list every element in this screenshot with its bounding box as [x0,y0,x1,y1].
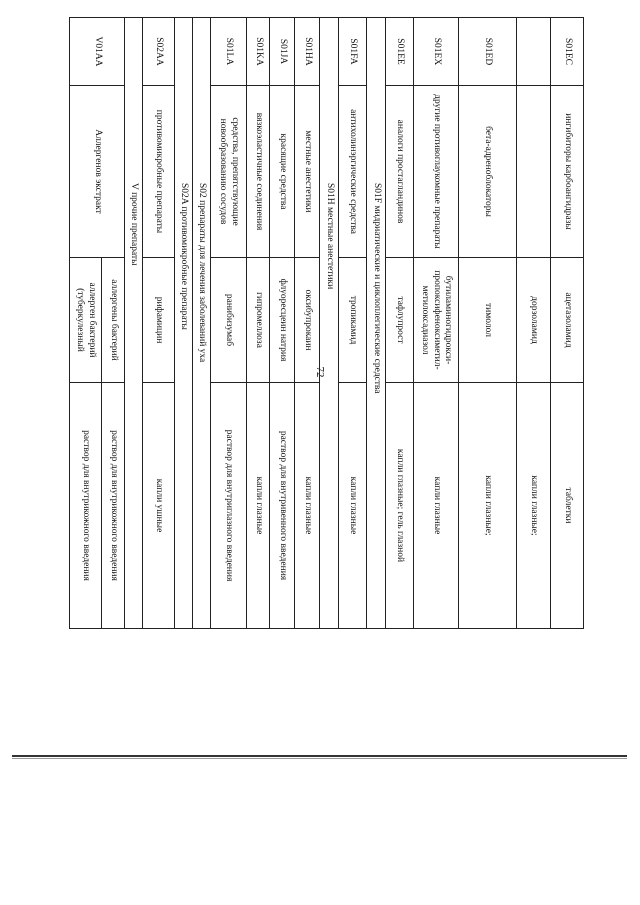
drug-group-cell: местные анестетики [295,86,320,258]
drug-group-cell: бета-адреноблокаторы [459,86,517,258]
drug-name-cell: тафлупрост [386,258,414,383]
drug-group-cell: антихолинэргические средства [339,86,367,258]
atc-code-cell: S01EC [551,18,584,86]
dosage-form-cell: капли глазные [414,383,459,629]
section-heading: V прочие препараты [125,18,143,629]
table-row [247,18,270,629]
table-row [517,18,551,629]
section-heading: S02 препараты для лечения заболеваний уха [193,18,211,629]
drug-group-cell: противомикробные препараты [143,86,175,258]
drug-name-cell: аллергены бактерий [102,258,125,383]
table-row [551,18,584,629]
drug-name-cell: ацетазоламид [551,258,584,383]
drug-group-cell: другие противоглаукомные препараты [414,86,459,258]
section-row [367,18,386,629]
drug-name-cell: дорзоламид [517,258,551,383]
atc-code-cell: S01HA [295,18,320,86]
dosage-form-cell: капли глазные; [459,383,517,629]
atc-code-cell: S01ED [459,18,517,86]
dosage-form-cell: раствор для внутрикожного введения [70,383,102,629]
drug-name-cell: аллерген бактерий (туберкулезный [70,258,102,383]
dosage-form-cell: капли ушные [143,383,175,629]
dosage-form-cell: капли глазные [339,383,367,629]
table-row [339,18,367,629]
drug-name-cell: тимолол [459,258,517,383]
section-heading: S01F мидриатические и циклоплегические средства [367,18,386,629]
table-row [102,18,125,629]
drug-name-cell: ранибизумаб [211,258,247,383]
table-row [143,18,175,629]
table-row [386,18,414,629]
atc-code-cell: S01JA [270,18,295,86]
dosage-form-cell: раствор для внутриглазного введения [211,383,247,629]
section-row [193,18,211,629]
dosage-form-cell: капли глазные; гель глазной [386,383,414,629]
section-row [175,18,193,629]
drug-name-cell: бутиламиногидрокси-пропоксифеноксиметил-метилоксадиазол [414,258,459,383]
table-row [459,18,517,629]
dosage-form-cell: таблетки [551,383,584,629]
atc-code-cell: V01AA [70,18,125,86]
drug-name-cell: флуоресцеин натрия [270,258,295,383]
section-heading: S01H местные анестетики [320,18,339,629]
atc-code-cell: S02AA [143,18,175,86]
drug-group-cell: ингибиторы карбоангидразы [551,86,584,258]
atc-code-cell: S01EX [414,18,459,86]
atc-code-cell: S01EE [386,18,414,86]
section-heading: S02A противомикробные препараты [175,18,193,629]
page-number: 72 [314,366,326,378]
drug-name-cell: гипромеллоза [247,258,270,383]
dosage-form-cell: капли глазные [247,383,270,629]
bottom-divider [12,755,627,757]
dosage-form-cell: капли глазные; [517,383,551,629]
drug-name-cell: тропикамид [339,258,367,383]
drug-name-cell: рифамицин [143,258,175,383]
dosage-form-cell: раствор для внутривенного введения [270,383,295,629]
atc-code-cell: S01FA [339,18,367,86]
drug-group-cell: аналоги простагландинов [386,86,414,258]
drug-group-cell: Аллергенов экстракт [70,86,125,258]
drug-group-cell [517,86,551,258]
dosage-form-cell: капли глазные [295,383,320,629]
dosage-form-cell: раствор для внутрикожного введения [102,383,125,629]
atc-code-cell: S01KA [247,18,270,86]
table-row [270,18,295,629]
table-row [211,18,247,629]
table-row [295,18,320,629]
drug-group-cell: средства, препятствующие новообразованию сосудов [211,86,247,258]
drug-name-cell: оксибупрокаин [295,258,320,383]
atc-code-cell: S01LA [211,18,247,86]
table-row [414,18,459,629]
section-row [320,18,339,629]
rotated-table-container [75,17,584,628]
drug-group-cell: красящие средства [270,86,295,258]
bottom-divider-thin [12,758,627,759]
drug-table [69,17,584,629]
section-row [125,18,143,629]
atc-code-cell [517,18,551,86]
drug-group-cell: вязкоэластичные соединения [247,86,270,258]
